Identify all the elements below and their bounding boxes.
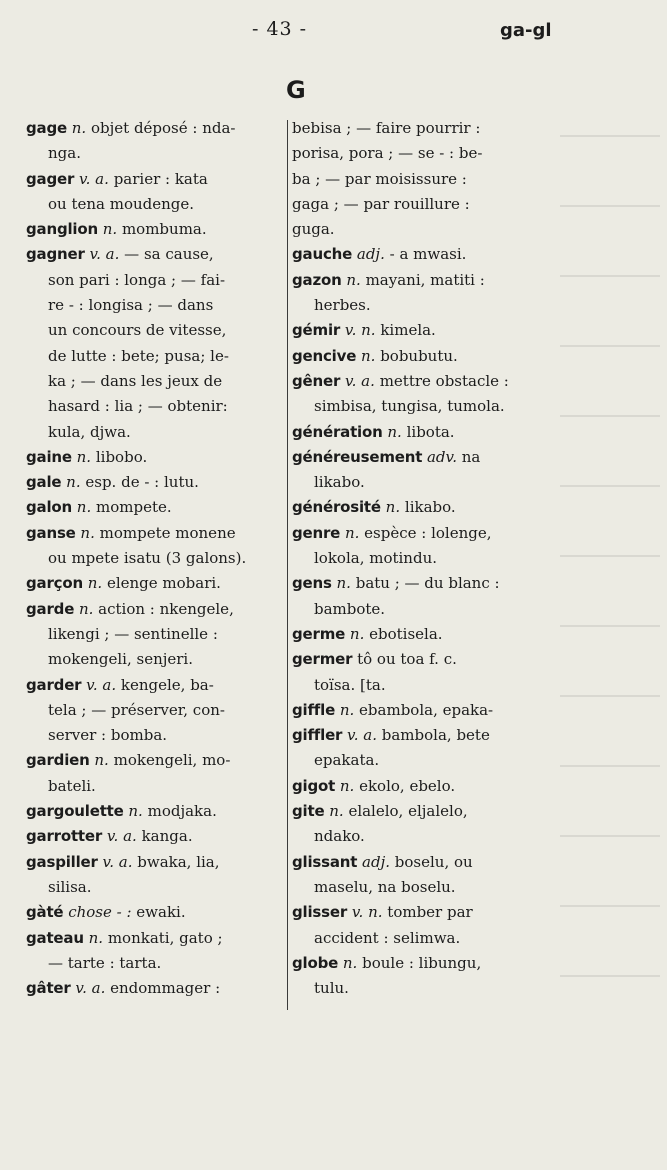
dictionary-entry [26,167,288,218]
dictionary-entry [292,217,554,242]
part-of-speech: n. [66,473,81,492]
definition-continuation: ka ; — dans les jeux de [48,371,223,390]
headword: gigot [292,776,336,795]
dictionary-entry [26,976,288,1001]
headword: gardien [26,751,90,770]
definition-continuation: epakata. [314,751,380,770]
part-of-speech: n. [128,802,143,821]
part-of-speech: n. [76,498,92,517]
left-column [26,116,288,1001]
headword: giffler [292,726,343,745]
definition-continuation: re - : longisa ; — dans [48,296,214,315]
definition: mombuma. [121,220,207,239]
headword: gargoulette [26,802,124,821]
dictionary-entry [26,217,288,242]
headword: gaspiller [26,852,98,871]
page-number: - 43 - [252,18,308,40]
definition: mettre obstacle : [379,371,509,390]
dictionary-entry [292,318,554,343]
bleed-through-text [560,75,660,1025]
dictionary-entry [26,926,288,977]
dictionary-entry [292,369,554,420]
headword: gaine [26,447,72,466]
definition: - a mwasi. [389,245,467,264]
definition: bobubutu. [380,346,458,365]
dictionary-entry [292,900,554,951]
dictionary-entry [292,698,554,723]
definition-continuation: tulu. [314,979,349,998]
dictionary-entry [292,571,554,622]
dictionary-entry [292,951,554,1002]
definition: na [461,447,481,466]
headword: généreusement [292,447,423,466]
definition: porisa, pora ; — se - : be- [292,144,483,163]
dictionary-entry [26,597,288,673]
headword: génération [292,422,383,441]
definition: libobo. [95,447,148,466]
part-of-speech: v. a. [106,827,137,846]
part-of-speech: n. [346,270,361,289]
dictionary-entry [292,622,554,647]
part-of-speech: n. [88,928,104,947]
headword: gale [26,473,62,492]
headword: glissant [292,852,358,871]
part-of-speech: v. n. [344,321,376,340]
definition: espèce : lolenge, [364,523,492,542]
headword: générosité [292,498,381,517]
dictionary-entry [26,673,288,749]
part-of-speech: v. a. [102,852,133,871]
definition: kimela. [380,321,436,340]
definition: endommager : [110,979,221,998]
definition: action : nkengele, [98,599,234,618]
definition: ebambola, epaka- [359,700,494,719]
definition: kanga. [141,827,193,846]
definition: likabo. [404,498,456,517]
definition: ewaki. [136,903,186,922]
definition: bwaka, lia, [137,852,220,871]
definition-continuation: maselu, na boselu. [314,877,456,896]
definition-continuation: kula, djwa. [48,422,131,441]
definition: parier : kata [113,169,208,188]
dictionary-entry [292,774,554,799]
part-of-speech: chose - : [68,903,132,922]
dictionary-entry [26,799,288,824]
part-of-speech: v. a. [344,371,375,390]
dictionary-entry [26,824,288,849]
part-of-speech: n. [342,953,358,972]
dictionary-entry [26,571,288,596]
definition-continuation: accident : selimwa. [314,928,461,947]
headword: garder [26,675,82,694]
headword: gâter [26,979,71,998]
part-of-speech: v. a. [89,245,120,264]
dictionary-entry [292,242,554,267]
headword: garde [26,599,75,618]
definition-continuation: ou mpete isatu (3 galons). [48,549,247,568]
headword: ganse [26,523,76,542]
headword: gateau [26,928,84,947]
headword: gàté [26,903,64,922]
definition: libota. [406,422,455,441]
definition-continuation: likabo. [314,473,365,492]
dictionary-entry [26,445,288,470]
definition-continuation: — tarte : tarta. [48,953,162,972]
definition: boule : libungu, [362,953,482,972]
part-of-speech: n. [349,624,365,643]
definition-continuation: simbisa, tungisa, tumola. [314,397,505,416]
part-of-speech: v. a. [86,675,117,694]
definition-continuation: mokengeli, senjeri. [48,650,193,669]
definition-continuation: silisa. [48,877,92,896]
headword: gauche [292,245,353,264]
headword: glisser [292,903,348,922]
headword: gencive [292,346,357,365]
dictionary-entry [26,242,288,444]
definition-continuation: bateli. [48,776,96,795]
definition: gaga ; — par rouillure : [292,194,470,213]
headword: gémir [292,321,341,340]
part-of-speech: n. [76,447,92,466]
dictionary-entry [292,850,554,901]
part-of-speech: n. [385,498,401,517]
part-of-speech: n. [80,523,95,542]
headword: germe [292,624,346,643]
definition: mompete monene [99,523,236,542]
definition: monkati, gato ; [107,928,223,947]
definition: tomber par [387,903,473,922]
definition: — sa cause, [124,245,214,264]
definition: mokengeli, mo- [113,751,231,770]
definition-continuation: tela ; — préserver, con- [48,700,225,719]
definition: elalelo, eljalelo, [348,802,468,821]
definition-continuation: hasard : lia ; — obtenir: [48,397,228,416]
headword: gager [26,169,75,188]
definition: bebisa ; — faire pourrir : [292,119,481,137]
definition: ebotisela. [369,624,443,643]
dictionary-entry [292,116,554,141]
part-of-speech: n. [387,422,402,441]
part-of-speech: n. [71,119,87,137]
definition-continuation: un concours de vitesse, [48,321,227,340]
definition-continuation: bambote. [314,599,386,618]
definition: kengele, ba- [120,675,214,694]
dictionary-entry [292,268,554,319]
headword: garrotter [26,827,103,846]
definition: elenge mobari. [106,574,221,593]
headword: genre [292,523,341,542]
headword: gêner [292,371,341,390]
dictionary-entry [26,900,288,925]
part-of-speech: n. [339,700,355,719]
definition: modjaka. [147,802,217,821]
definition-continuation: herbes. [314,296,371,315]
definition: batu ; — du blanc : [355,574,500,593]
part-of-speech: n. [360,346,376,365]
section-letter: G [286,76,306,104]
dictionary-entry [292,799,554,850]
headword: germer [292,650,353,669]
dictionary-entry [292,445,554,496]
dictionary-entry [26,748,288,799]
dictionary-entry [292,141,554,166]
definition: tô ou toa f. c. [357,650,457,669]
entry-range: ga-gl [500,20,552,41]
part-of-speech: v. a. [75,979,106,998]
part-of-speech: adj. [362,852,390,871]
part-of-speech: v. a. [78,169,109,188]
page-header [0,10,667,50]
right-column [292,116,554,1001]
dictionary-entry [292,420,554,445]
headword: gite [292,802,325,821]
dictionary-entry [292,167,554,192]
definition-continuation: ou tena moudenge. [48,194,195,213]
part-of-speech: n. [344,523,360,542]
definition: objet déposé : nda- [90,119,236,137]
definition: boselu, ou [394,852,473,871]
dictionary-entry [26,850,288,901]
part-of-speech: adj. [356,245,385,264]
headword: gagner [26,245,85,264]
part-of-speech: n. [339,776,355,795]
part-of-speech: n. [94,751,109,770]
definition-continuation: son pari : longa ; — fai- [48,270,226,289]
definition: bambola, bete [381,726,490,745]
part-of-speech: v. n. [351,903,383,922]
dictionary-entry [292,344,554,369]
dictionary-entry [26,521,288,572]
definition-continuation: toïsa. [ta. [314,675,386,694]
definition: esp. de - : lutu. [85,473,199,492]
definition: mompete. [96,498,172,517]
headword: giffle [292,700,336,719]
definition-continuation: nga. [48,144,81,163]
definition: guga. [292,220,335,239]
dictionary-entry [292,723,554,774]
part-of-speech: n. [87,574,103,593]
definition-continuation: de lutte : bete; pusa; le- [48,346,229,365]
dictionary-entry [292,521,554,572]
headword: gazon [292,270,342,289]
definition-continuation: ndako. [314,827,365,846]
part-of-speech: n. [78,599,94,618]
part-of-speech: n. [329,802,344,821]
headword: gens [292,574,332,593]
definition: ekolo, ebelo. [359,776,456,795]
dictionary-entry [26,116,288,167]
definition: ba ; — par moisissure : [292,169,467,188]
headword: garçon [26,574,83,593]
dictionary-entry [292,495,554,520]
definition: mayani, matiti : [365,270,485,289]
definition-continuation: likengi ; — sentinelle : [48,624,218,643]
headword: gage [26,119,67,137]
headword: ganglion [26,220,98,239]
dictionary-entry [292,647,554,698]
part-of-speech: n. [102,220,118,239]
dictionary-entry [26,470,288,495]
definition-continuation: lokola, motindu. [314,549,437,568]
headword: globe [292,953,339,972]
headword: galon [26,498,72,517]
part-of-speech: n. [336,574,351,593]
definition-continuation: server : bomba. [48,726,168,745]
dictionary-entry [292,192,554,217]
dictionary-entry [26,495,288,520]
part-of-speech: v. a. [347,726,377,745]
part-of-speech: adv. [426,447,457,466]
